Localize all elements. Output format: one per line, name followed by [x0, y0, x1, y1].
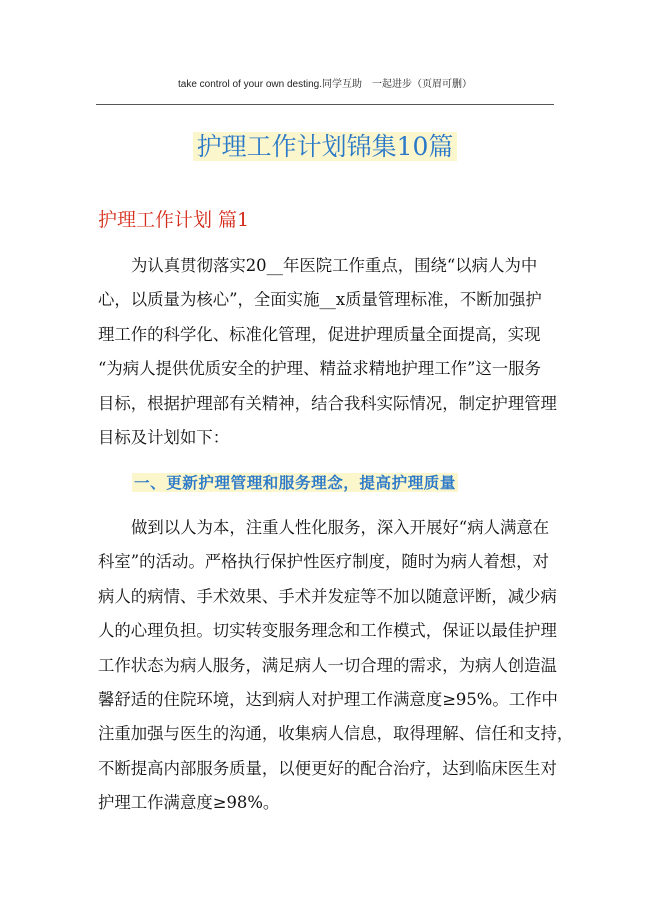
paragraph-line: 人的心理负担。切实转变服务理念和工作模式，保证以最佳护理 — [98, 621, 557, 641]
paragraph-line: 馨舒适的住院环境，达到病人对护理工作满意度≥95%。工作中 — [98, 690, 558, 710]
paragraph-service — [98, 511, 574, 821]
paragraph-line: 注重加强与医生的沟通，收集病人信息，取得理解、信任和支持， — [98, 724, 574, 744]
subheading-text: 一、更新护理管理和服务理念，提高护理质量 — [134, 473, 457, 492]
paragraph-line: 病人的病情、手术效果、手术并发症等不加以随意评断，减少病 — [98, 586, 557, 606]
paragraph-line: 目标，根据护理部有关精神，结合我科实际情况，制定护理管理 — [98, 393, 557, 413]
paragraph-intro — [98, 249, 557, 455]
subheading — [132, 470, 458, 496]
paragraph-line: 科室”的活动。严格执行保护性医疗制度，随时为病人着想，对 — [98, 552, 549, 572]
page-header: take control of your own desting.同学互助 一起进步（页眉可删） — [178, 79, 472, 90]
paragraph-line: 做到以人为本，注重人性化服务，深入开展好“病人满意在 — [131, 518, 550, 537]
paragraph-line: 工作状态为病人服务，满足病人一切合理的需求，为病人创造温 — [98, 655, 557, 675]
paragraph-line: 护理工作满意度≥98%。 — [98, 793, 280, 813]
section-title: 护理工作计划 篇1 — [98, 209, 250, 231]
paragraph-line: “为病人提供优质安全的护理、精益求精地护理工作”这一服务 — [98, 359, 541, 379]
paragraph-line: 不断提高内部服务质量，以便更好的配合治疗，达到临床医生对 — [98, 758, 557, 778]
paragraph-line: 目标及计划如下： — [98, 428, 230, 448]
header-divider — [96, 104, 554, 105]
paragraph-line: 理工作的科学化、标准化管理，促进护理质量全面提高，实现 — [98, 324, 541, 344]
paragraph-line: 为认真贯彻落实20__年医院工作重点，围绕“以病人为中 — [131, 256, 538, 275]
paragraph-line: 心，以质量为核心”，全面实施__x质量管理标准，不断加强护 — [98, 290, 542, 310]
document-title-text: 护理工作计划锦集10篇 — [193, 132, 458, 161]
document-title — [0, 128, 650, 166]
